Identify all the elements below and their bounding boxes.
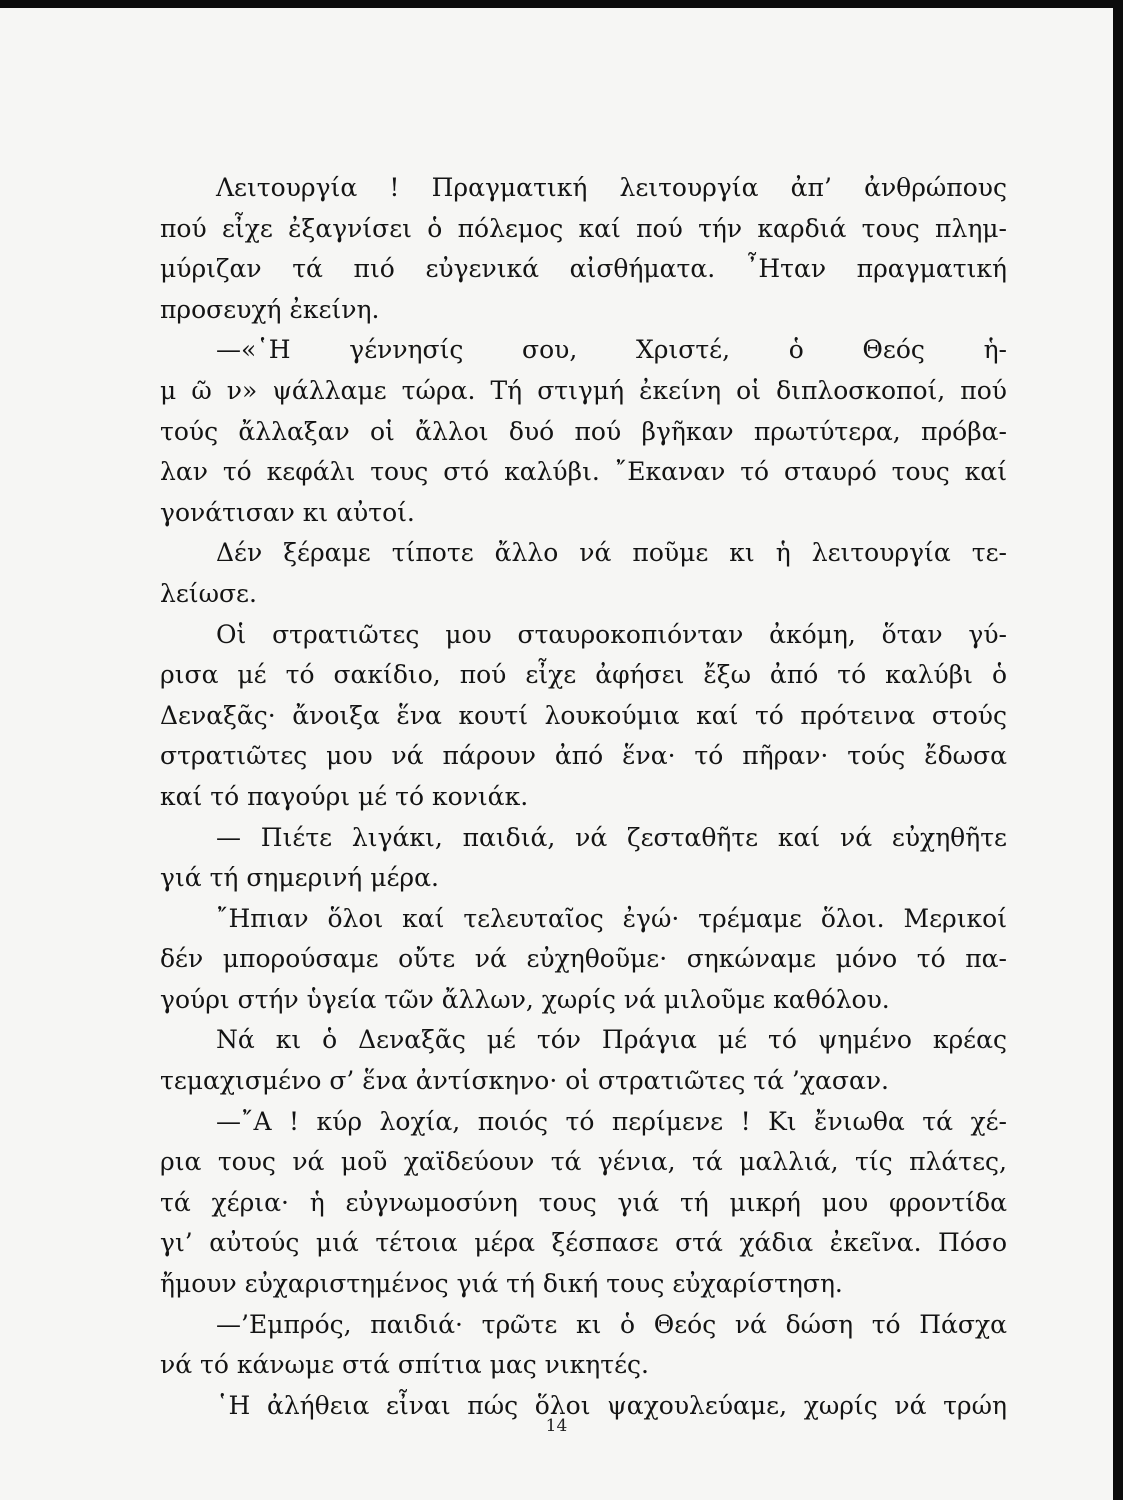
text-line: —῎Α ! κύρ λοχία, ποιός τό περίμενε ! Κι ἔνιωθα τά χέ- bbox=[216, 1106, 1007, 1136]
text-line: γούρι στήν ὑγεία τῶν ἄλλων, χωρίς νά μιλοῦμε καθόλου. bbox=[160, 984, 890, 1014]
text-line: γιά τή σημερινή μέρα. bbox=[160, 863, 439, 893]
text-line: Νά κι ὁ Δεναξᾶς μέ τόν Πράγια μέ τό ψημένο κρέας bbox=[216, 1025, 1007, 1055]
text-line: γονάτισαν κι αὐτοί. bbox=[160, 497, 415, 527]
text-line: τούς ἄλλαξαν οἱ ἄλλοι δυό πού βγῆκαν πρωτύτερα, πρόβα- bbox=[160, 416, 1007, 446]
text-line: πού εἶχε ἐξαγνίσει ὁ πόλεμος καί πού τήν καρδιά τους πλημ- bbox=[160, 213, 1007, 243]
text-line: — Πιέτε λιγάκι, παιδιά, νά ζεσταθῆτε καί νά εὐχηθῆτε bbox=[216, 822, 1007, 852]
body-text bbox=[160, 168, 1007, 1426]
text-line: νά τό κάνωμε στά σπίτια μας νικητές. bbox=[160, 1350, 649, 1380]
text-line: δέν μπορούσαμε οὔτε νά εὐχηθοῦμε· σηκώναμε μόνο τό πα- bbox=[160, 944, 1007, 974]
text-line: ρισα μέ τό σακίδιο, πού εἶχε ἀφήσει ἔξω ἀπό τό καλύβι ὁ bbox=[160, 660, 1007, 690]
text-line: λείωσε. bbox=[160, 578, 257, 608]
text-line: προσευχή ἐκείνη. bbox=[160, 294, 380, 324]
text-line: στρατιῶτες μου νά πάρουν ἀπό ἕνα· τό πῆραν· τούς ἔδωσα bbox=[160, 741, 1007, 771]
text-line: Δεναξᾶς· ἄνοιξα ἕνα κουτί λουκούμια καί τό πρότεινα στούς bbox=[160, 700, 1007, 730]
text-line: ρια τους νά μοῦ χαϊδεύουν τά γένια, τά μαλλιά, τίς πλάτες, bbox=[160, 1147, 1007, 1177]
text-line: τά χέρια· ἡ εὐγνωμοσύνη τους γιά τή μικρή μου φροντίδα bbox=[160, 1187, 1007, 1217]
text-line: —’Εμπρός, παιδιά· τρῶτε κι ὁ Θεός νά δώση τό Πάσχα bbox=[216, 1309, 1007, 1339]
page-number: 14 bbox=[545, 1416, 568, 1436]
text-line: ῎Ηπιαν ὅλοι καί τελευταῖος ἐγώ· τρέμαμε ὅλοι. Μερικοί bbox=[216, 903, 1007, 933]
text-line: καί τό παγούρι μέ τό κονιάκ. bbox=[160, 781, 529, 811]
text-line: ῾Η ἀλήθεια εἶναι πώς ὅλοι ψαχουλεύαμε, χωρίς νά τρώη bbox=[216, 1390, 1007, 1420]
text-line: —«῾Η γέννησίς σου, Χριστέ, ὁ Θεός ἡ- bbox=[216, 335, 1007, 365]
text-line: τεμαχισμένο σ’ ἕνα ἀντίσκηνο· οἱ στρατιῶτες τά ’χασαν. bbox=[160, 1066, 890, 1096]
text-line: μύριζαν τά πιό εὐγενικά αἰσθήματα. ῏Ηταν πραγματική bbox=[160, 254, 1007, 284]
text-line: ἤμουν εὐχαριστημένος γιά τή δική τους εὐχαρίστηση. bbox=[160, 1269, 843, 1299]
text-line: μ ῶ ν» ψάλλαμε τώρα. Τή στιγμή ἐκείνη οἱ διπλοσκοποί, πού bbox=[160, 375, 1007, 405]
text-line: Δέν ξέραμε τίποτε ἄλλο νά ποῦμε κι ἡ λειτουργία τε- bbox=[216, 538, 1007, 568]
text-line: Οἱ στρατιῶτες μου σταυροκοπιόνταν ἀκόμη, ὅταν γύ- bbox=[216, 619, 1007, 649]
text-line: γι’ αὐτούς μιά τέτοια μέρα ξέσπασε στά χάδια ἐκεῖνα. Πόσο bbox=[160, 1228, 1007, 1258]
text-line: λαν τό κεφάλι τους στό καλύβι. ῎Εκαναν τό σταυρό τους καί bbox=[160, 457, 1007, 487]
text-line: Λειτουργία ! Πραγματική λειτουργία ἀπ’ ἀνθρώπους bbox=[216, 173, 1007, 202]
